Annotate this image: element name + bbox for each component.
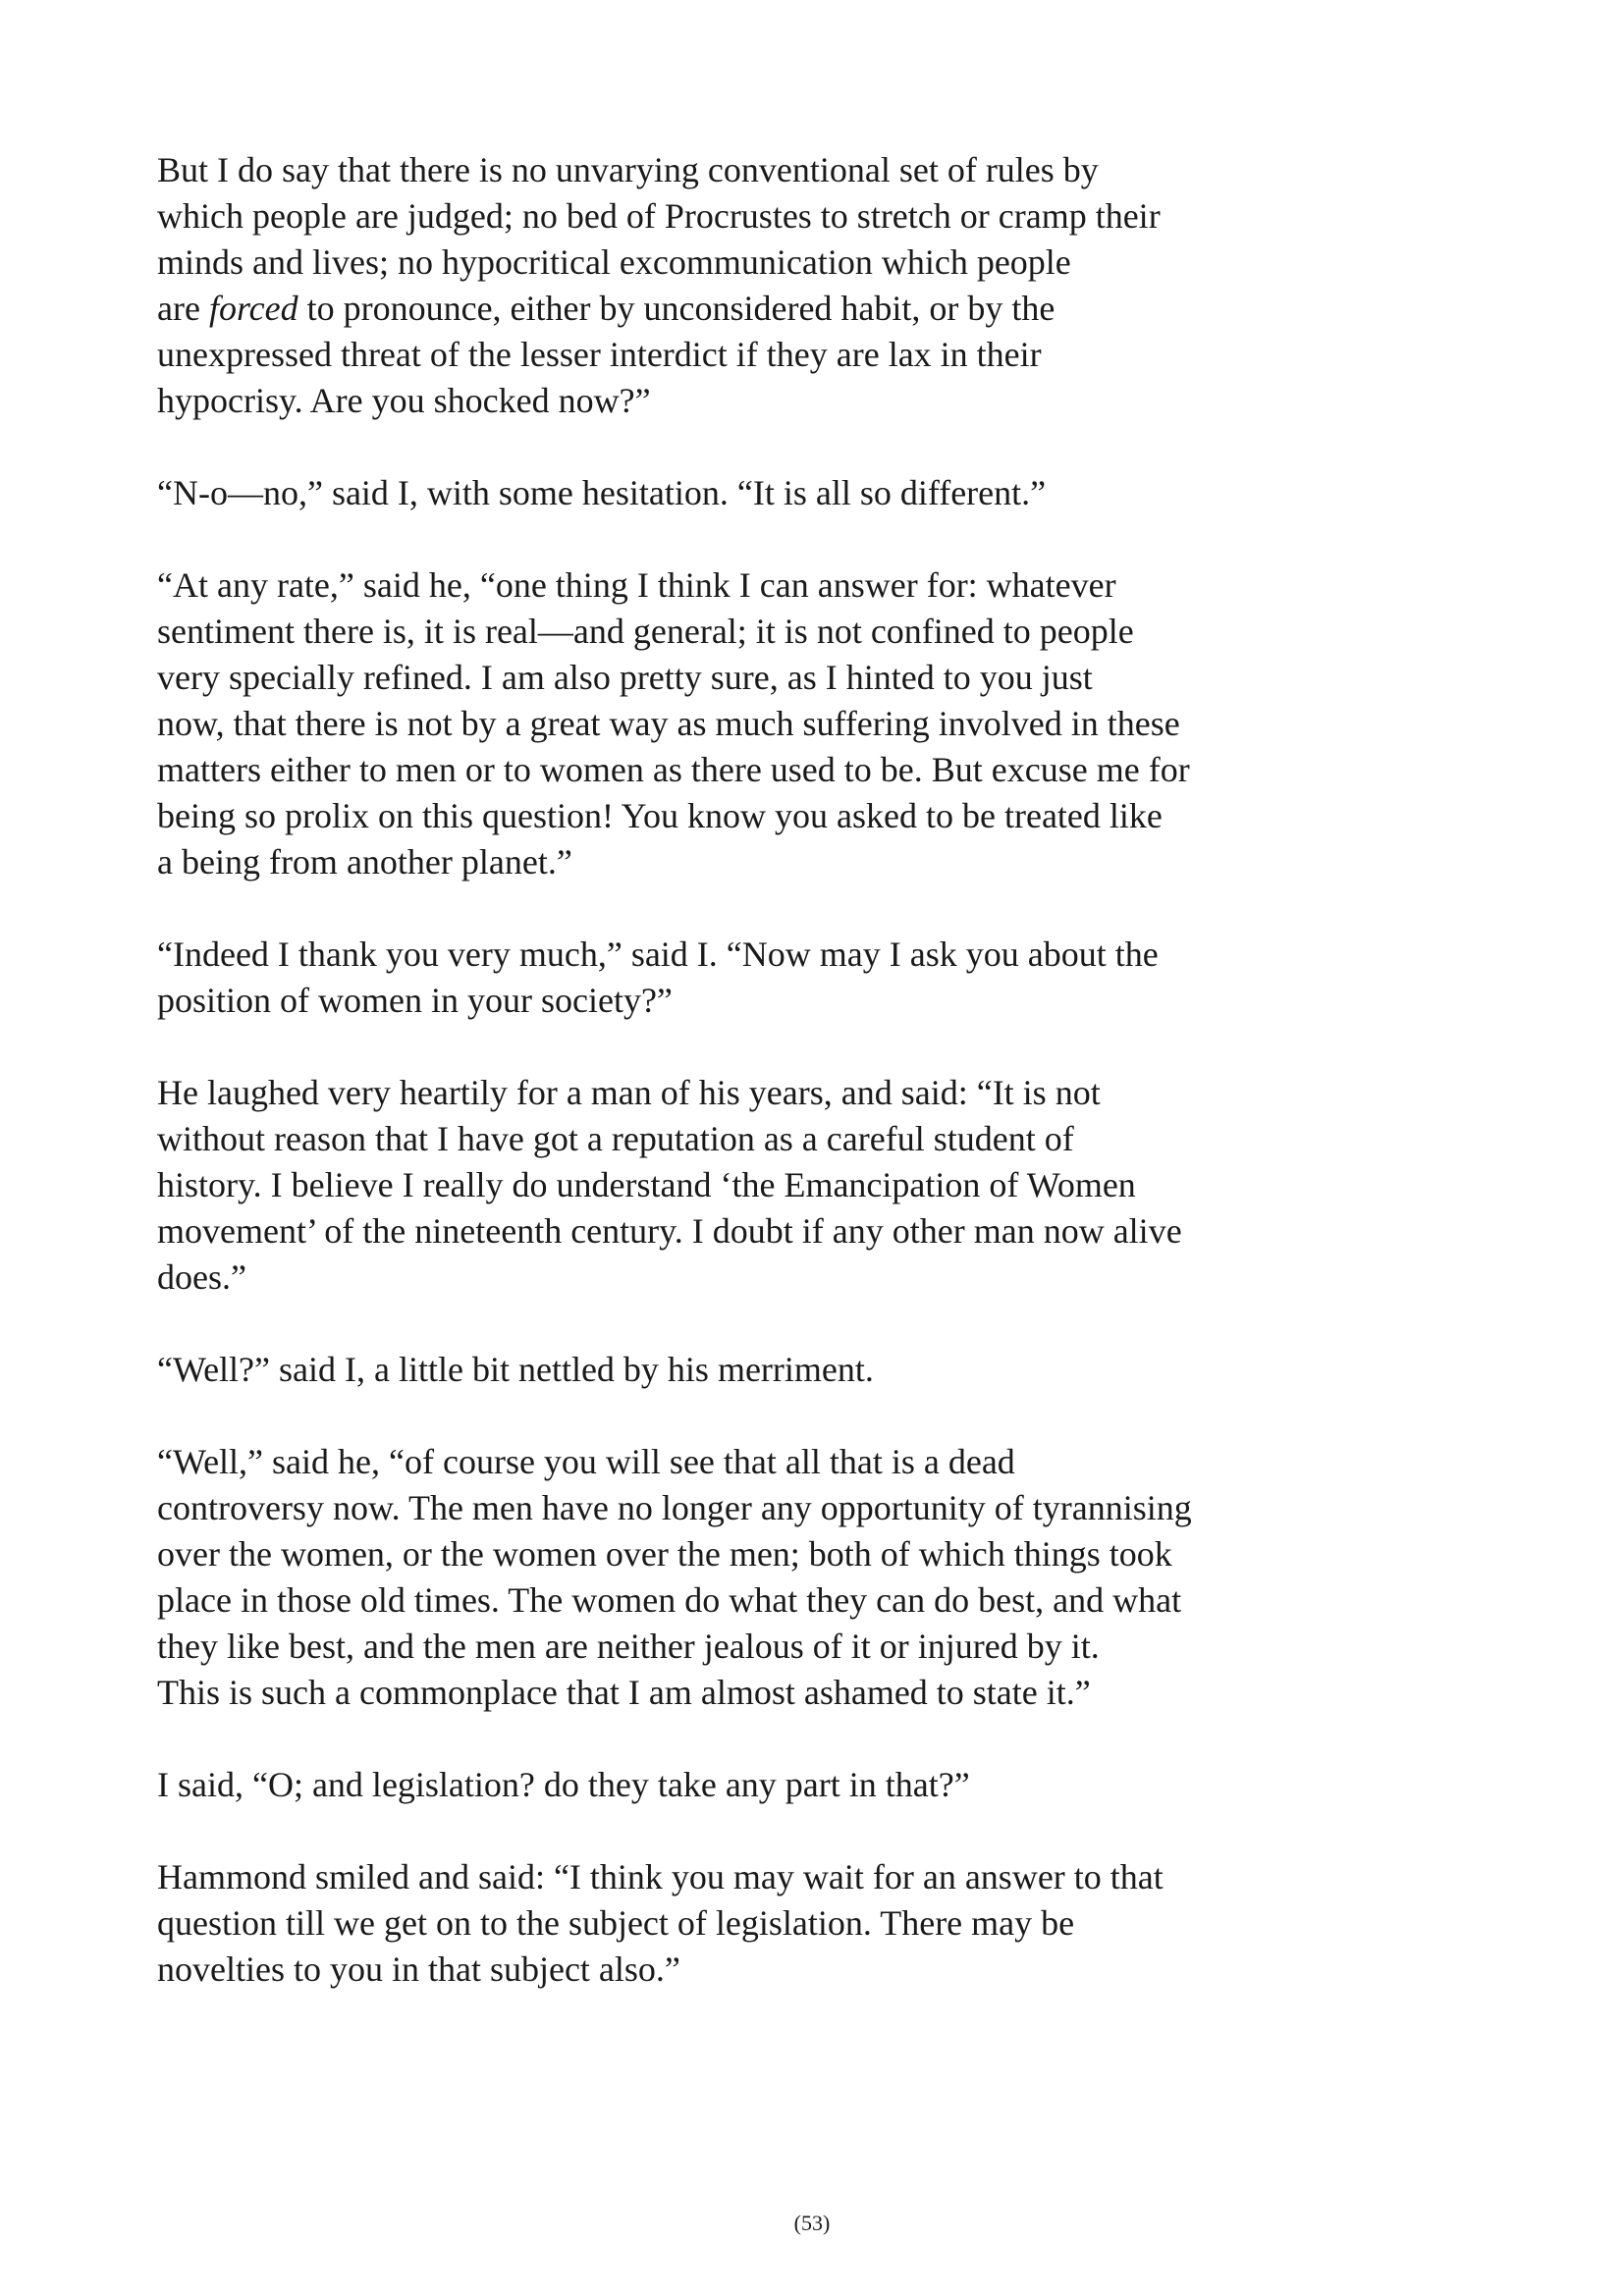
text-line: This is such a commonplace that I am almost ashamed to state it.” xyxy=(157,1673,1091,1712)
text-line: “N-o—no,” said I, with some hesitation. “It is all so different.” xyxy=(157,473,1047,512)
paragraph xyxy=(157,1070,1306,1301)
text-line: movement’ of the nineteenth century. I doubt if any other man now alive xyxy=(157,1211,1182,1251)
paragraph xyxy=(157,1762,1306,1808)
text-run: are xyxy=(157,289,209,328)
text-line: matters either to men or to women as there used to be. But excuse me for xyxy=(157,750,1190,789)
text-line: minds and lives; no hypocritical excommunication which people xyxy=(157,242,1071,282)
text-line: without reason that I have got a reputation as a careful student of xyxy=(157,1119,1074,1158)
text-line: But I do say that there is no unvarying conventional set of rules by xyxy=(157,150,1099,189)
text-line: position of women in your society?” xyxy=(157,981,673,1020)
text-line: now, that there is not by a great way as much suffering involved in these xyxy=(157,704,1180,743)
text-line: over the women, or the women over the men; both of which things took xyxy=(157,1534,1172,1574)
text-line: He laughed very heartily for a man of his years, and said: “It is not xyxy=(157,1073,1101,1112)
text-line: which people are judged; no bed of Procrustes to stretch or cramp their xyxy=(157,196,1161,236)
emphasis-text: forced xyxy=(208,289,298,328)
text-line xyxy=(157,286,1306,332)
text-line: does.” xyxy=(157,1257,246,1297)
text-line: being so prolix on this question! You know you asked to be treated like xyxy=(157,796,1163,835)
text-line: “Well,” said he, “of course you will see that all that is a dead xyxy=(157,1442,1015,1481)
text-line: Hammond smiled and said: “I think you may wait for an answer to that xyxy=(157,1857,1164,1896)
paragraph xyxy=(157,562,1306,885)
text-line: “Well?” said I, a little bit nettled by his merriment. xyxy=(157,1350,874,1389)
text-line: “Indeed I thank you very much,” said I. “Now may I ask you about the xyxy=(157,934,1159,974)
text-line: question till we get on to the subject of legislation. There may be xyxy=(157,1903,1075,1943)
page-number: (53) xyxy=(793,2211,831,2235)
text-line: history. I believe I really do understand ‘the Emancipation of Women xyxy=(157,1165,1136,1204)
text-line: “At any rate,” said he, “one thing I think I can answer for: whatever xyxy=(157,565,1116,605)
text-run: to pronounce, either by unconsidered habit, or by the xyxy=(298,289,1056,328)
paragraph xyxy=(157,1439,1306,1716)
text-line: place in those old times. The women do what they can do best, and what xyxy=(157,1580,1182,1620)
paragraph xyxy=(157,1854,1306,1993)
text-line: novelties to you in that subject also.” xyxy=(157,1949,680,1989)
paragraph xyxy=(157,147,1306,424)
text-line: sentiment there is, it is real—and general; it is not confined to people xyxy=(157,612,1134,651)
text-line: very specially refined. I am also pretty sure, as I hinted to you just xyxy=(157,658,1093,697)
text-line: I said, “O; and legislation? do they take any part in that?” xyxy=(157,1765,970,1804)
paragraph xyxy=(157,932,1306,1024)
paragraph xyxy=(157,1347,1306,1393)
paragraph xyxy=(157,470,1306,516)
text-line: unexpressed threat of the lesser interdict if they are lax in their xyxy=(157,335,1042,374)
text-line: they like best, and the men are neither jealous of it or injured by it. xyxy=(157,1627,1100,1666)
text-line: a being from another planet.” xyxy=(157,842,572,881)
text-line: hypocrisy. Are you shocked now?” xyxy=(157,381,651,420)
body-text xyxy=(157,147,1306,1993)
text-line: controversy now. The men have no longer any opportunity of tyrannising xyxy=(157,1488,1192,1527)
